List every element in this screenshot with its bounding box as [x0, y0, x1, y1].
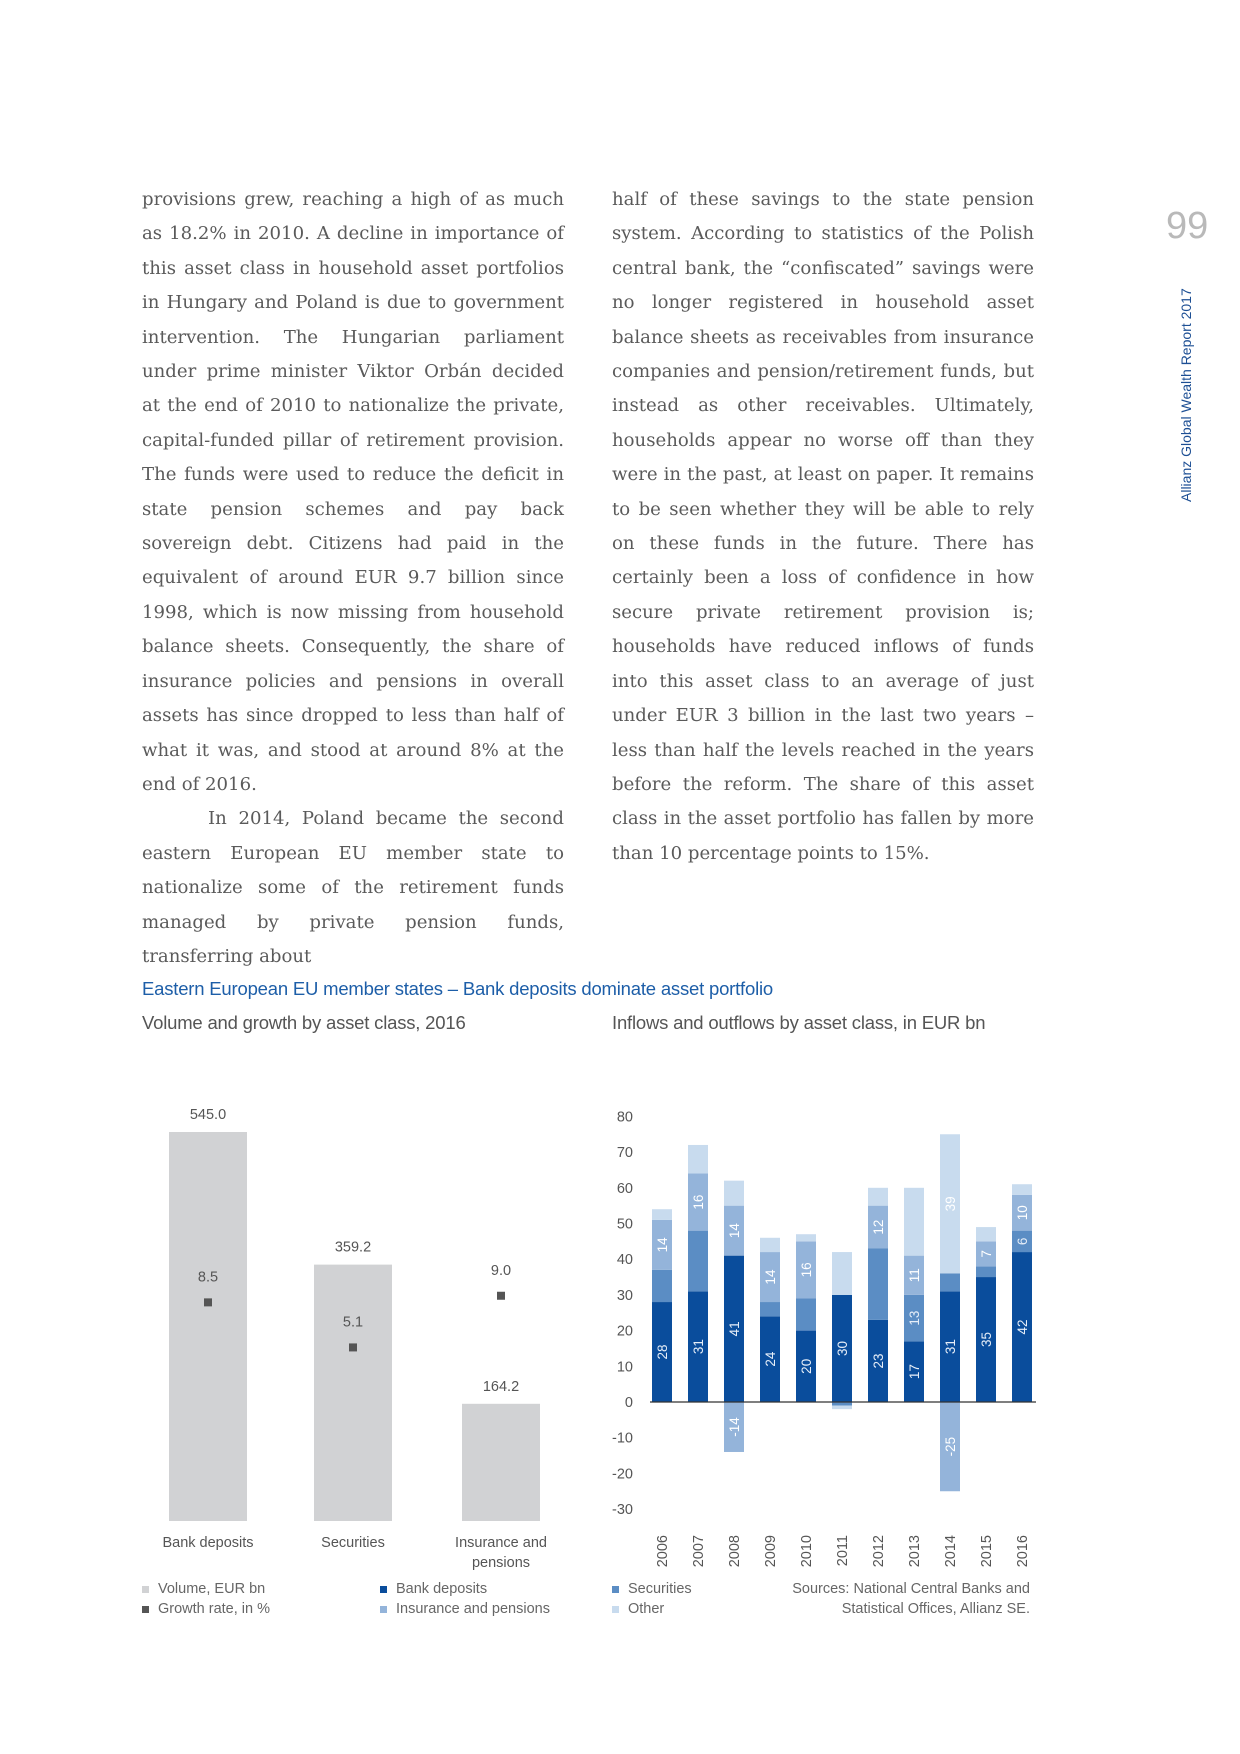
flow-bar-segment: [976, 1227, 996, 1241]
legend-label-other: Other: [628, 1601, 665, 1617]
flow-bar-segment: [832, 1406, 852, 1410]
legend-volume-growth: [142, 1579, 270, 1619]
flow-data-label: 16: [691, 1194, 706, 1210]
growth-marker: [204, 1298, 212, 1306]
flow-bar-segment: [868, 1248, 888, 1319]
flow-data-label: -25: [943, 1436, 958, 1457]
volume-label: 545.0: [189, 1107, 227, 1123]
flow-data-label: 11: [907, 1268, 922, 1283]
flow-data-label: 41: [727, 1321, 742, 1337]
legend-swatch-bank: [380, 1586, 387, 1593]
y-tick-label: 50: [616, 1216, 633, 1233]
legend-label-insurance: Insurance and pensions: [396, 1601, 550, 1617]
x-tick-label: 2012: [871, 1535, 887, 1568]
flow-data-label: 6: [1015, 1237, 1030, 1246]
page-number: 99: [1166, 205, 1209, 247]
legend-securities-other: [612, 1579, 692, 1619]
flow-bar-segment: [652, 1270, 672, 1302]
flow-bar-segment: [796, 1298, 816, 1330]
flow-data-label: 12: [871, 1219, 886, 1235]
y-tick-label: 30: [616, 1287, 633, 1304]
flow-bar-segment: [724, 1181, 744, 1206]
y-tick-label: 10: [616, 1359, 633, 1376]
flow-data-label: 17: [907, 1364, 922, 1380]
flow-data-label: 31: [943, 1339, 958, 1355]
x-tick-label: 2011: [835, 1535, 851, 1567]
y-tick-label: -30: [612, 1502, 633, 1519]
y-tick-label: -10: [612, 1430, 633, 1447]
running-title: Allianz Global Wealth Report 2017: [1178, 288, 1194, 502]
x-tick-label: 2014: [943, 1535, 959, 1568]
category-label: Bank deposits: [162, 1535, 254, 1551]
flow-bar-segment: [688, 1231, 708, 1292]
y-tick-label: 80: [616, 1109, 633, 1126]
flow-data-label: 35: [979, 1332, 994, 1348]
legend-bank-insurance: [380, 1579, 550, 1619]
flow-bar-segment: [832, 1252, 852, 1295]
flow-bar-segment: [868, 1188, 888, 1206]
category-label: Securities: [321, 1535, 385, 1551]
legend-item-volume: [142, 1579, 270, 1599]
flow-data-label: 13: [907, 1310, 922, 1326]
chart-subtitle-volume: Volume and growth by asset class, 2016: [142, 1012, 466, 1033]
flow-data-label: 39: [943, 1196, 958, 1212]
flow-data-label: -14: [727, 1417, 742, 1437]
legend-label-securities: Securities: [628, 1581, 692, 1597]
flow-data-label: 14: [655, 1237, 670, 1253]
y-tick-label: 70: [616, 1145, 633, 1162]
category-label: pensions: [471, 1555, 531, 1571]
flow-data-label: 31: [691, 1339, 706, 1355]
x-tick-label: 2016: [1015, 1535, 1031, 1568]
legend-label-volume: Volume, EUR bn: [158, 1581, 266, 1597]
volume-bar: [462, 1404, 540, 1521]
x-tick-label: 2007: [691, 1535, 707, 1568]
growth-label: 5.1: [342, 1314, 364, 1331]
legend-swatch-other: [612, 1606, 619, 1613]
paragraph: provisions grew, reaching a high of as much as 18.2% in 2010. A decline in importance of this asset class in household asset portfolios in Hungary and Poland is due to government intervention. The Hungarian parliament under prime minister Viktor Orbán decided at the end of 2010 to nationalize the private, capital-funded pillar of retirement provision. The funds were used to reduce the deficit in state pension schemes and pay back sovereign debt. Citizens had paid in the equivalent of around EUR 9.7 billion since 1998, which is now missing from household balance sheets. Consequently, the share of insurance policies and pensions in overall assets has since dropped to less than half of what it was, and stood at around 8% at the end of 2016.: [142, 189, 564, 795]
x-tick-label: 2008: [727, 1535, 743, 1568]
legend-item-other: [612, 1599, 692, 1619]
figure-title: Eastern European EU member states – Bank deposits dominate asset portfolio: [142, 978, 773, 999]
flow-data-label: 23: [871, 1353, 886, 1369]
flow-bar-segment: [760, 1238, 780, 1252]
legend-item-growth: [142, 1599, 270, 1619]
legend-swatch-insurance: [380, 1606, 387, 1613]
flow-data-label: 10: [1015, 1205, 1030, 1221]
y-tick-label: 0: [624, 1395, 633, 1411]
growth-marker: [497, 1292, 505, 1300]
legend-item-bank: [380, 1579, 550, 1599]
flow-data-label: 14: [727, 1223, 742, 1239]
volume-bar: [169, 1132, 247, 1521]
y-tick-label: -20: [612, 1466, 633, 1483]
volume-label: 359.2: [334, 1239, 372, 1256]
flow-bar-segment: [760, 1302, 780, 1316]
y-tick-label: 40: [616, 1252, 633, 1269]
growth-label: 9.0: [490, 1262, 512, 1279]
flow-data-label: 28: [655, 1344, 670, 1360]
flow-data-label: 14: [763, 1269, 778, 1285]
legend-swatch-securities: [612, 1586, 619, 1593]
flow-bar-segment: [976, 1266, 996, 1277]
category-label: Insurance and: [455, 1535, 547, 1551]
legend-item-insurance: [380, 1599, 550, 1619]
flow-bar-segment: [688, 1145, 708, 1174]
x-tick-label: 2013: [907, 1535, 923, 1568]
flow-data-label: 20: [799, 1358, 814, 1374]
flow-data-label: 42: [1015, 1319, 1030, 1335]
volume-bar: [314, 1265, 392, 1521]
flow-data-label: 7: [979, 1250, 994, 1258]
flow-data-label: 30: [835, 1340, 850, 1356]
growth-label: 8.5: [197, 1269, 219, 1286]
legend-swatch-growth: [142, 1606, 149, 1613]
x-tick-label: 2010: [799, 1535, 815, 1568]
flow-bar-segment: [940, 1273, 960, 1291]
legend-label-growth: Growth rate, in %: [158, 1601, 271, 1617]
x-tick-label: 2009: [763, 1535, 779, 1568]
flow-data-label: 16: [799, 1262, 814, 1278]
flow-bar-segment: [904, 1188, 924, 1256]
legend-label-bank: Bank deposits: [396, 1581, 488, 1597]
x-tick-label: 2015: [979, 1535, 995, 1568]
sources-note: Sources: National Central Banks and Statistical Offices, Allianz SE.: [792, 1581, 1030, 1617]
legend-swatch-volume: [142, 1586, 149, 1593]
y-tick-label: 20: [616, 1323, 633, 1340]
chart-subtitle-flows: Inflows and outflows by asset class, in EUR bn: [612, 1012, 986, 1033]
legend-item-securities: [612, 1579, 692, 1599]
paragraph: In 2014, Poland became the second eastern European EU member state to nationalize some of the retirement funds managed by private pension funds, transferring about: [142, 808, 564, 967]
paragraph: half of these savings to the state pension system. According to statistics of the Polish central bank, the “confiscated” savings were no longer registered in household asset balance sheets as receivables from insurance companies and pension/retirement funds, but instead as other receivables. Ultimately, households appear no worse off than they were in the past, at least on paper. It remains to be seen whether they will be able to rely on these funds in the future. There has certainly been a loss of confidence in how secure private retirement provision is; households have reduced inflows of funds into this asset class to an average of just under EUR 3 billion in the last two years – less than half the levels reached in the years before the reform. The share of this asset class in the asset portfolio has fallen by more than 10 percentage points to 15%.: [612, 189, 1034, 864]
flow-data-label: 24: [763, 1351, 778, 1367]
flow-bar-segment: [796, 1234, 816, 1241]
flow-bar-segment: [652, 1209, 672, 1220]
flow-bar-segment: [1012, 1184, 1032, 1195]
x-tick-label: 2006: [655, 1535, 671, 1568]
y-tick-label: 60: [616, 1180, 633, 1197]
volume-label: 164.2: [482, 1378, 520, 1395]
growth-marker: [349, 1343, 357, 1351]
